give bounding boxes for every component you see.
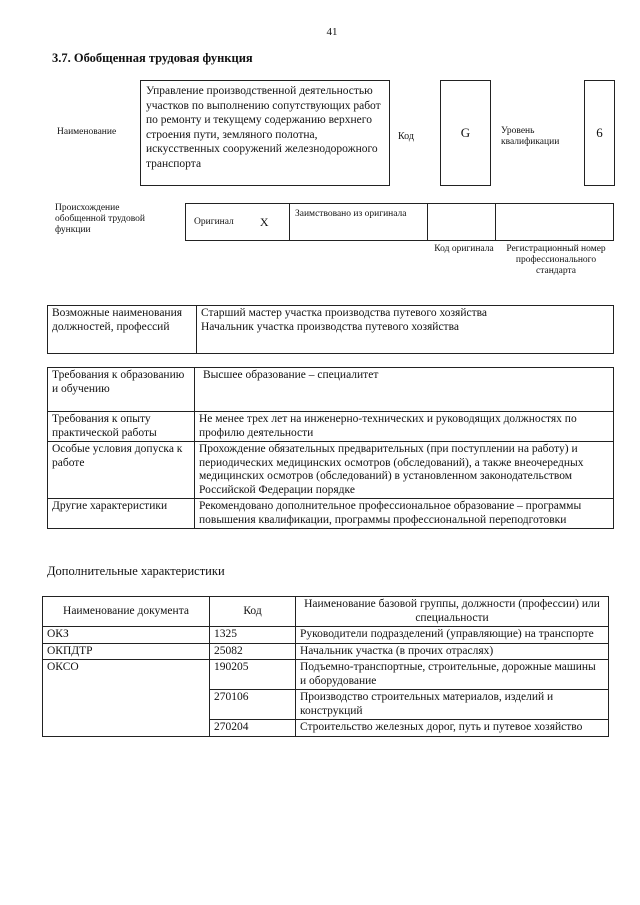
code-cell: 190205 [210, 660, 296, 690]
table-row [48, 499, 614, 529]
additional-table [42, 596, 609, 737]
original-mark: X [259, 214, 269, 229]
table-row [48, 306, 614, 354]
positions-label: Возможные наименования должностей, профессий [48, 306, 197, 354]
column-header: Наименование базовой группы, должности (профессии) или специальности [296, 597, 609, 627]
reg-number-caption: Регистрационный номер профессионального стандарта [506, 244, 606, 276]
req-label: Требования к образованию и обучению [48, 368, 195, 412]
origin-borrowed-cell [290, 204, 428, 240]
column-header: Код [210, 597, 296, 627]
section-title: 3.7. Обобщенная трудовая функция [52, 51, 253, 65]
table-row [43, 627, 609, 644]
table-row [43, 643, 609, 660]
original-code-caption: Код оригинала [434, 244, 494, 254]
level-value: 6 [596, 125, 603, 140]
name-label: Наименование [57, 127, 117, 137]
req-label: Требования к опыту практической работы [48, 412, 195, 442]
name-cell: Производство строительных материалов, изделий и конструкций [296, 690, 609, 720]
table-row [48, 412, 614, 442]
name-cell: Строительство железных дорог, путь и путевое хозяйство [296, 720, 609, 737]
doc-cell: ОКПДТР [43, 643, 210, 660]
origin-regnum-cell [496, 204, 613, 240]
req-value: Не менее трех лет на инженерно-технических и руководящих должностях по профилю деятельности [195, 412, 614, 442]
name-cell: Руководители подразделений (управляющие) на транспорте [296, 627, 609, 644]
doc-cell: ОКСО [43, 660, 210, 737]
req-value: Высшее образование – специалитет [195, 368, 614, 412]
position-item: Старший мастер участка производства путевого хозяйства [201, 307, 488, 319]
table-row [48, 368, 614, 412]
origin-original-cell [186, 204, 290, 240]
req-label: Особые условия допуска к работе [48, 442, 195, 499]
code-label: Код [398, 131, 414, 142]
req-label: Другие характеристики [48, 499, 195, 529]
origin-label: Происхождение обобщенной трудовой функции [55, 203, 145, 235]
name-cell: Подъемно-транспортные, строительные, дорожные машины и оборудование [296, 660, 609, 690]
level-label: Уровень квалификации [501, 126, 560, 147]
positions-table [47, 305, 614, 354]
table-header-row [43, 597, 609, 627]
table-row [43, 660, 609, 690]
code-cell: 1325 [210, 627, 296, 644]
name-cell: Начальник участка (в прочих отраслях) [296, 643, 609, 660]
positions-values [197, 306, 614, 354]
req-value: Прохождение обязательных предварительных (при поступлении на работу) и периодических медицинских осмотров (обследований), а также внеочередных медицинских осмотров (обследований) в установленном законодательством Российской Федерации порядке [195, 442, 614, 499]
additional-title: Дополнительные характеристики [47, 564, 225, 578]
table-row [48, 442, 614, 499]
code-box [440, 80, 491, 186]
original-label: Оригинал [194, 217, 234, 227]
code-cell: 270204 [210, 720, 296, 737]
code-cell: 270106 [210, 690, 296, 720]
column-header: Наименование документа [43, 597, 210, 627]
req-value: Рекомендовано дополнительное профессиональное образование – программы повышения квалификации, программы профессиональной переподготовки [195, 499, 614, 529]
level-box [584, 80, 615, 186]
borrowed-label: Заимствовано из оригинала [295, 209, 407, 219]
code-value: G [460, 125, 471, 140]
position-item: Начальник участка производства путевого хозяйства [201, 320, 459, 333]
requirements-table [47, 367, 614, 529]
origin-code-cell [428, 204, 496, 240]
function-name-box [140, 80, 390, 186]
code-cell: 25082 [210, 643, 296, 660]
function-name-value: Управление производственной деятельностью участков по выполнению сопутствующих работ по ремонту и текущему содержанию верхнего строения пути, земляного полотна, искусственных сооружений железнодорожного транспорта [146, 85, 381, 170]
page-number: 41 [326, 26, 338, 38]
origin-table [185, 203, 614, 241]
doc-cell: ОКЗ [43, 627, 210, 644]
